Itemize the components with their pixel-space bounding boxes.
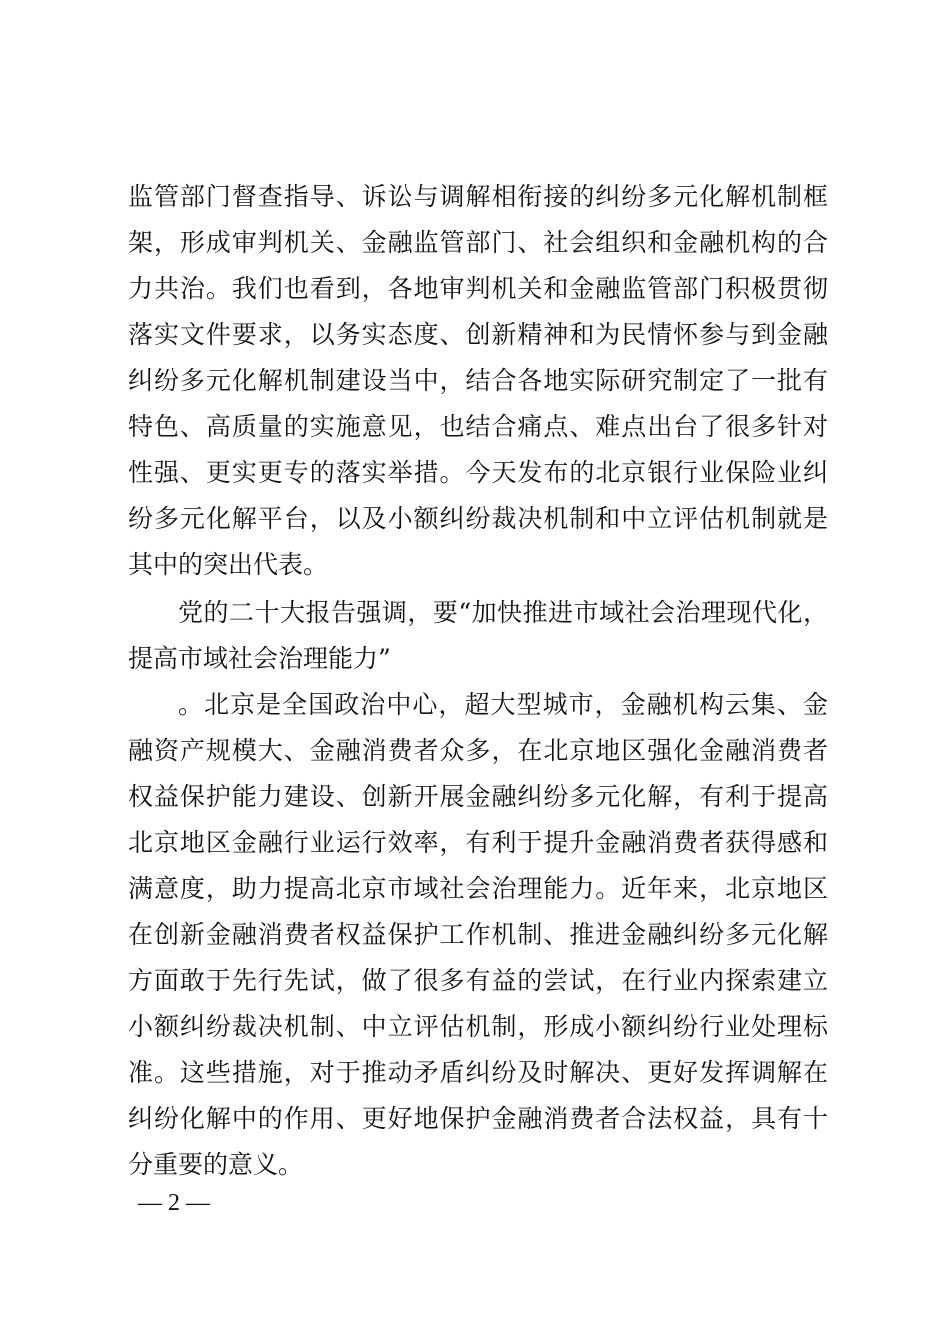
text-line: 力共治。我们也看到，各地审判机关和金融监管部门积极贯彻 xyxy=(128,274,828,303)
text-line: 融资产规模大、金融消费者众多，在北京地区强化金融消费者 xyxy=(128,736,828,765)
text-line: 分重要的意义。 xyxy=(128,1150,304,1179)
text-line: 纠纷化解中的作用、更好地保护金融消费者合法权益，具有十 xyxy=(128,1104,828,1133)
text-line: 架，形成审判机关、金融监管部门、社会组织和金融机构的合 xyxy=(128,228,828,257)
text-line: 性强、更实更专的落实举措。今天发布的北京银行业保险业纠 xyxy=(128,458,828,487)
text-line: 特色、高质量的实施意见，也结合痛点、难点出台了很多针对 xyxy=(128,412,828,441)
text-line: 方面敢于先行先试，做了很多有益的尝试，在行业内探索建立 xyxy=(128,966,828,995)
page-number: — 2 — xyxy=(138,1190,210,1216)
text-line: 权益保护能力建设、创新开展金融纠纷多元化解，有利于提高 xyxy=(128,782,828,811)
text-line: 满意度，助力提高北京市域社会治理能力。近年来，北京地区 xyxy=(128,874,828,903)
text-line: 。北京是全国政治中心，超大型城市，金融机构云集、金 xyxy=(178,690,828,719)
text-line: 提高市域社会治理能力” xyxy=(128,644,391,673)
text-line: 小额纠纷裁决机制、中立评估机制，形成小额纠纷行业处理标 xyxy=(128,1012,828,1041)
text-line: 其中的突出代表。 xyxy=(128,550,329,579)
text-line: 落实文件要求，以务实态度、创新精神和为民情怀参与到金融 xyxy=(128,320,828,349)
text-line: 纷多元化解平台，以及小额纠纷裁决机制和中立评估机制就是 xyxy=(128,504,828,533)
text-line: 监管部门督查指导、诉讼与调解相衔接的纠纷多元化解机制框 xyxy=(128,182,828,211)
text-line: 在创新金融消费者权益保护工作机制、推进金融纠纷多元化解 xyxy=(128,920,828,949)
text-line: 党的二十大报告强调，要“加快推进市域社会治理现代化， xyxy=(178,598,828,627)
text-line: 准。这些措施，对于推动矛盾纠纷及时解决、更好发挥调解在 xyxy=(128,1058,828,1087)
text-line: 纠纷多元化解机制建设当中，结合各地实际研究制定了一批有 xyxy=(128,366,828,395)
text-line: 北京地区金融行业运行效率，有利于提升金融消费者获得感和 xyxy=(128,828,828,857)
